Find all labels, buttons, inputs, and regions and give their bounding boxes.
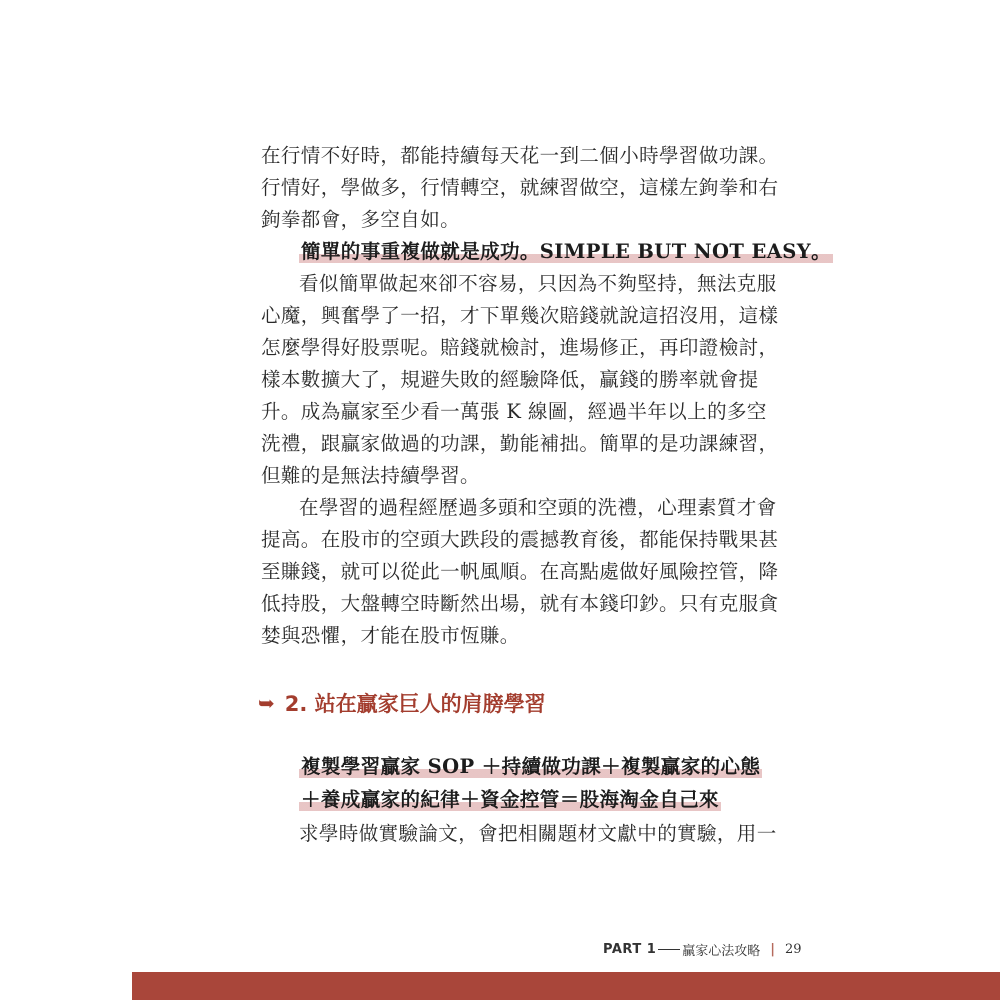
footer-dash xyxy=(658,949,680,950)
footer-chapter-title: 贏家心法攻略 xyxy=(682,944,761,959)
body-text-line: 在學習的過程經歷過多頭和空頭的洗禮，心理素質才會 xyxy=(299,496,777,519)
body-text-line: 看似簡單做起來卻不容易，只因為不夠堅持，無法克服 xyxy=(299,272,777,295)
body-text-line: 低持股，大盤轉空時斷然出場，就有本錢印鈔。只有克服貪 xyxy=(261,592,779,615)
highlight-mark: ＋養成贏家的紀律＋資金控管＝股海淘金自己來 xyxy=(301,788,719,811)
body-text-line: 升。成為贏家至少看一萬張 K 線圖，經過半年以上的多空 xyxy=(261,400,767,423)
body-text-line: 怎麼學得好股票呢。賠錢就檢討，進場修正，再印證檢討， xyxy=(261,336,779,359)
highlighted-formula xyxy=(299,785,721,815)
body-text-line: 至賺錢，就可以從此一帆風順。在高點處做好風險控管，降 xyxy=(261,560,779,583)
body-text-line: 提高。在股市的空頭大跌段的震撼教育後，都能保持戰果甚 xyxy=(261,528,779,551)
page-number: 29 xyxy=(785,942,802,957)
section-heading xyxy=(258,688,546,718)
body-text-line: 但難的是無法持續學習。 xyxy=(261,464,480,487)
footer-part-label: PART 1 xyxy=(603,942,657,957)
body-text-line: 在行情不好時，都能持續每天花一到二個小時學習做功課。 xyxy=(261,144,779,167)
body-text-line: 鉤拳都會，多空自如。 xyxy=(261,208,461,231)
page-footer xyxy=(603,940,802,959)
highlight-mark: 簡單的事重複做就是成功。SIMPLE BUT NOT EASY。 xyxy=(301,240,832,263)
highlighted-formula xyxy=(299,752,762,782)
highlighted-statement xyxy=(299,237,833,267)
body-text-line: 行情好，學做多，行情轉空，就練習做空，這樣左鉤拳和右 xyxy=(261,176,779,199)
body-text-line: 婪與恐懼，才能在股市恆賺。 xyxy=(261,624,520,647)
body-text-line: 洗禮，跟贏家做過的功課，勤能補拙。簡單的是功課練習， xyxy=(261,432,779,455)
body-text-line: 樣本數擴大了，規避失敗的經驗降低，贏錢的勝率就會提 xyxy=(261,368,759,391)
body-text-line: 求學時做實驗論文，會把相關題材文獻中的實驗，用一 xyxy=(299,822,777,845)
highlight-mark: 複製學習贏家 SOP ＋持續做功課＋複製贏家的心態 xyxy=(301,755,761,778)
arrow-icon: ➥ xyxy=(258,691,275,715)
section-heading-text: 2. 站在贏家巨人的肩膀學習 xyxy=(284,692,546,716)
footer-separator: | xyxy=(770,942,776,957)
bottom-color-bar xyxy=(132,972,1000,1000)
body-text-line: 心魔，興奮學了一招，才下單幾次賠錢就說這招沒用，這樣 xyxy=(261,304,779,327)
